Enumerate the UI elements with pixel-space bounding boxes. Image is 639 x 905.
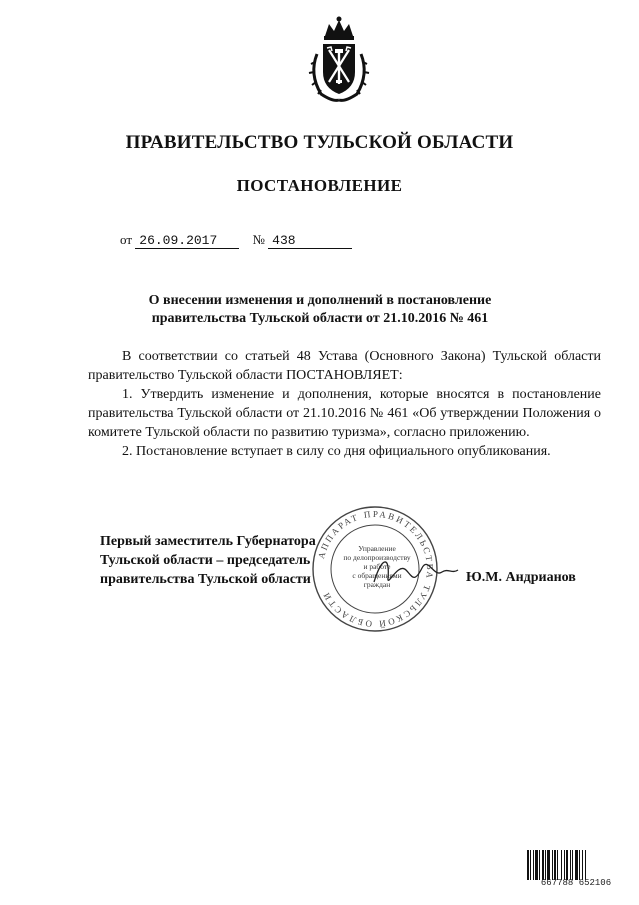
position-line-1: Первый заместитель Губернатора [100, 534, 316, 549]
registration-line [120, 232, 352, 249]
stamp-inner-line-2: по делопроизводству [343, 553, 411, 562]
stamp-inner-line-4: с обращениями [352, 571, 402, 580]
date-prefix: от [120, 232, 133, 247]
stamp-ring-text: АППАРАТ ПРАВИТЕЛЬСТВА ТУЛЬСКОЙ ОБЛАСТИ [316, 508, 436, 630]
government-title: ПРАВИТЕЛЬСТВО ТУЛЬСКОЙ ОБЛАСТИ [125, 132, 514, 153]
preamble-paragraph: В соответствии со статьей 48 Устава (Основного Закона) Тульской области правительство Тульской области ПОСТАНОВЛЯЕТ: [88, 349, 601, 383]
signatory-name: Ю.М. Андрианов [466, 570, 576, 585]
subject-line-2: правительства Тульской области от 21.10.2016 № 461 [151, 311, 489, 326]
barcode-image [527, 850, 626, 880]
signatory-position [100, 532, 316, 589]
position-line-2: Тульской области – председатель [100, 553, 311, 568]
number-prefix: № [252, 232, 265, 247]
stamp-inner-line-3: и работе [363, 562, 391, 571]
subject-line-1: О внесении изменения и дополнений в постановление [148, 293, 492, 308]
barcode-number: 667788 652106 [540, 878, 612, 888]
stamp-inner-line-5: граждан [363, 580, 391, 589]
position-line-3: правительства Тульской области [100, 572, 311, 587]
document-date: 26.09.2017 [135, 233, 239, 249]
item-2-paragraph: 2. Постановление вступает в силу со дня официального опубликования. [122, 444, 551, 459]
item-1-paragraph: 1. Утвердить изменение и дополнения, которые вносятся в постановление правительства Тульской области от 21.10.2016 № 461 «Об утверждении Положения о комитете Тульской области по развитию туризма», согласно приложению. [88, 387, 601, 440]
document-subject [60, 292, 580, 328]
document-body [88, 347, 601, 461]
stamp-inner-line-1: Управление [358, 544, 396, 553]
handwritten-signature [368, 548, 464, 594]
coat-of-arms-emblem [303, 14, 375, 104]
document-type-title: ПОСТАНОВЛЕНИЕ [236, 176, 403, 195]
document-number: 438 [268, 233, 352, 249]
